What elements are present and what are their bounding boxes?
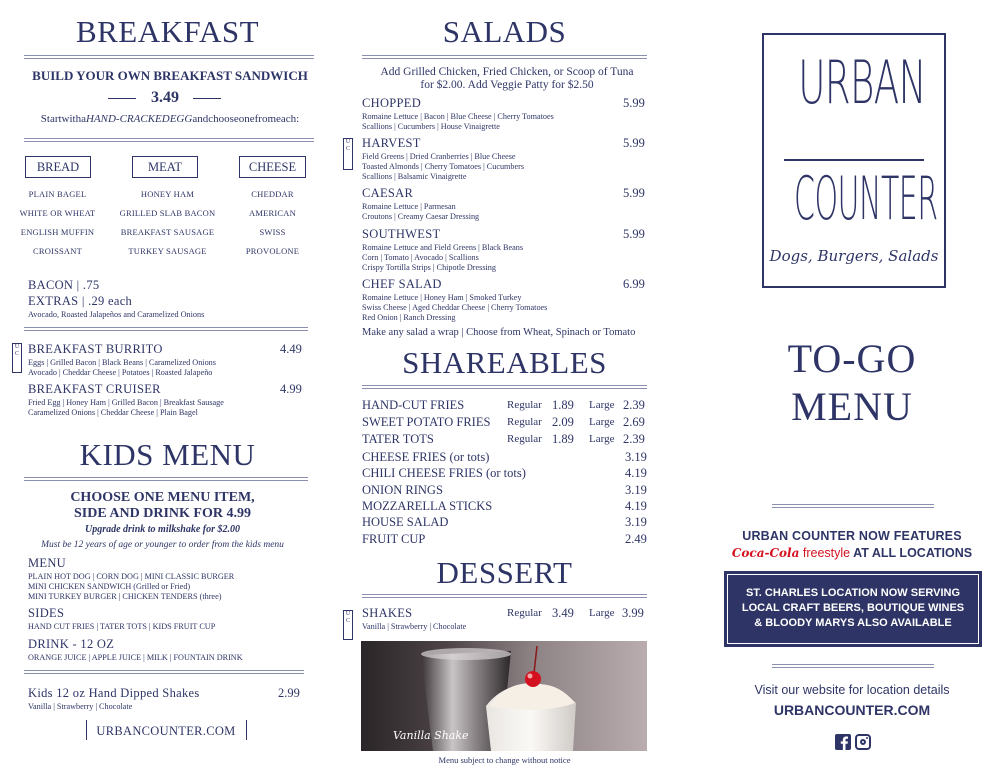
shakes-large-price: 3.99: [622, 606, 644, 620]
cruiser-desc: Fried Egg | Honey Ham | Grilled Bacon | Breakfast Sausage: [28, 398, 224, 407]
kids-choose-line: CHOOSE ONE MENU ITEM,: [70, 490, 255, 505]
kids-shake-price: 2.99: [278, 686, 300, 700]
salad-name: CHEF SALAD: [362, 277, 442, 291]
brand-logo: [762, 33, 946, 288]
large-price: 2.39: [623, 398, 645, 412]
kids-sides: HAND CUT FRIES | TATER TOTS | KIDS FRUIT CUP: [28, 622, 216, 631]
salad-desc: Corn | Tomato | Avocado | Scallions: [362, 253, 479, 262]
banner-text: [724, 586, 982, 631]
regular-label: Regular: [507, 399, 542, 411]
shake-photo: [361, 641, 647, 751]
divider: [24, 477, 308, 481]
shareable-name: FRUIT CUP: [362, 531, 426, 546]
kids-choose: [0, 490, 325, 522]
shareable-name: TATER TOTS: [362, 432, 434, 446]
salad-desc: Romaine Lettuce | Parmesan: [362, 202, 456, 211]
divider: [362, 594, 647, 598]
salad-addon-line: Add Grilled Chicken, Fried Chicken, or Scoop of Tuna: [380, 66, 634, 78]
salad-desc: Red Onion | Ranch Dressing: [362, 313, 456, 322]
regular-price: 2.09: [552, 415, 574, 429]
large-price: 2.69: [623, 415, 645, 429]
shareable-price: 3.19: [625, 482, 647, 497]
burrito-desc: Eggs | Grilled Bacon | Black Beans | Caramelized Onions: [28, 358, 216, 367]
kids-menu-line: PLAIN HOT DOG | CORN DOG | MINI CLASSIC BURGER: [28, 572, 235, 581]
salad-price: 5.99: [623, 227, 645, 241]
dash: [193, 98, 221, 99]
uc-badge-icon: U C: [343, 610, 353, 640]
shareable-item: [362, 499, 652, 514]
extras-note: Avocado, Roasted Jalapeños and Caramelized Onions: [28, 310, 205, 319]
salad-desc: Romaine Lettuce | Bacon | Blue Cheese | Cherry Tomatoes: [362, 112, 554, 121]
shakes-regular-label: Regular: [507, 607, 542, 619]
divider: [24, 55, 314, 59]
salad-desc: Crispy Tortilla Strips | Chipotle Dressing: [362, 263, 496, 272]
meat-label: MEAT: [132, 156, 198, 178]
shareable-item: [362, 515, 652, 530]
logo-rule: [784, 159, 924, 161]
kids-menu-line: MINI TURKEY BURGER | CHICKEN TENDERS (three): [28, 592, 222, 601]
shareable-item: [362, 415, 652, 430]
shakes-regular-price: 3.49: [552, 606, 574, 620]
to-go-line: TO-GO: [787, 336, 917, 381]
regular-price: 1.89: [552, 398, 574, 412]
to-go-line: MENU: [791, 384, 913, 429]
uc-badge-icon: U C: [12, 343, 22, 373]
bread-option: CROISSANT: [32, 246, 83, 256]
visit-note: Visit our website for location details: [754, 683, 950, 697]
regular-price: 1.89: [552, 432, 574, 446]
shakes-large-label: Large: [589, 607, 615, 619]
logo-line2: COUNTER: [794, 164, 938, 234]
instagram-lens: [860, 739, 866, 745]
kids-upgrade: Upgrade drink to milkshake for $2.00: [84, 524, 240, 535]
shareable-name: SWEET POTATO FRIES: [362, 415, 491, 429]
to-go-title: [712, 335, 992, 431]
build-note-post: andchooseonefromeach:: [192, 113, 300, 125]
features-suffix: AT ALL LOCATIONS: [853, 546, 973, 560]
salad-desc: Field Greens | Dried Cranberries | Blue Cheese: [362, 152, 516, 161]
shareables-title: SHAREABLES: [402, 345, 607, 380]
kids-drink: ORANGE JUICE | APPLE JUICE | MILK | FOUNTAIN DRINK: [28, 653, 243, 662]
shareable-price: 3.19: [625, 450, 647, 464]
shareable-name: MOZZARELLA STICKS: [362, 498, 493, 513]
st-charles-banner: [724, 571, 982, 647]
kids-shake-desc: Vanilla | Strawberry | Chocolate: [28, 702, 133, 711]
burrito-desc: Avocado | Cheddar Cheese | Potatoes | Roasted Jalapeño: [28, 368, 213, 377]
salad-name: CAESAR: [362, 186, 414, 200]
shareable-item: [362, 532, 652, 547]
website-link[interactable]: URBANCOUNTER.COM: [773, 702, 931, 718]
banner-line: LOCAL CRAFT BEERS, BOUTIQUE WINES: [741, 602, 965, 614]
salad-desc: Swiss Cheese | Aged Cheddar Cheese | Cherry Tomatoes: [362, 303, 548, 312]
kids-sides-label: SIDES: [28, 606, 65, 620]
banner-line: ST. CHARLES LOCATION NOW SERVING: [745, 587, 961, 599]
features-line2: [712, 546, 992, 560]
build-title: BUILD YOUR OWN BREAKFAST SANDWICH: [32, 68, 308, 83]
meat-option: BREAKFAST SAUSAGE: [120, 227, 215, 237]
shareable-item: [362, 466, 652, 481]
shareable-name: CHILI CHEESE FRIES (or tots): [362, 466, 526, 481]
shareable-name: CHEESE FRIES (or tots): [362, 450, 490, 464]
instagram-dot: [866, 737, 868, 739]
kids-title: KIDS MENU: [79, 437, 256, 472]
shareable-name: ONION RINGS: [362, 482, 443, 497]
shareable-price: 3.19: [625, 515, 647, 530]
shakes-name: SHAKES: [362, 606, 413, 620]
salad-desc: Scallions | Balsamic Vinaigrette: [362, 172, 467, 181]
salads-title: SALADS: [442, 14, 567, 49]
salad-desc: Toasted Almonds | Cherry Tomatoes | Cucumbers: [362, 162, 525, 171]
shareable-item: [362, 398, 652, 413]
burrito-name: BREAKFAST BURRITO: [28, 342, 163, 356]
large-price: 2.39: [623, 432, 645, 446]
build-note: [0, 113, 340, 125]
salad-price: 6.99: [623, 277, 645, 291]
freestyle-logo: freestyle: [802, 546, 851, 560]
divider: [362, 55, 647, 59]
salad-desc: Scallions | Cucumbers | House Vinaigrette: [362, 122, 500, 131]
salad-desc: Romaine Lettuce | Honey Ham | Smoked Turkey: [362, 293, 522, 302]
kids-shake-name: Kids 12 oz Hand Dipped Shakes: [28, 686, 200, 700]
facebook-icon[interactable]: [835, 734, 851, 750]
salad-name: HARVEST: [362, 136, 421, 150]
divider: [362, 385, 647, 389]
instagram-icon[interactable]: [855, 734, 871, 750]
cruiser-price: 4.99: [280, 382, 302, 396]
features-line1: URBAN COUNTER NOW FEATURES: [742, 529, 962, 543]
kids-menu-label: MENU: [28, 556, 67, 570]
salad-name: SOUTHWEST: [362, 227, 441, 241]
breakfast-title: BREAKFAST: [75, 14, 260, 49]
salad-price: 5.99: [623, 136, 645, 150]
salad-addon-line: for $2.00. Add Veggie Patty for $2.50: [420, 79, 594, 91]
divider: [24, 327, 308, 331]
meat-option: HONEY HAM: [140, 189, 195, 199]
logo-tagline: Dogs, Burgers, Salads: [769, 247, 939, 265]
shareable-item: [362, 432, 652, 447]
build-note-em: HAND-CRACKEDEGG: [85, 113, 193, 125]
divider: [24, 138, 314, 142]
bacon-addon: BACON | .75: [28, 278, 100, 292]
build-note-pre: Startwitha: [40, 113, 86, 125]
shareable-price: 4.19: [625, 466, 647, 481]
dash: [108, 98, 136, 99]
divider: [772, 664, 934, 668]
bread-option: WHITE OR WHEAT: [19, 208, 96, 218]
shareable-price: 2.49: [625, 531, 647, 546]
cheese-option: PROVOLONE: [245, 246, 300, 256]
extras-addon: EXTRAS | .29 each: [28, 294, 133, 308]
bread-label: BREAD: [25, 156, 91, 178]
menu-notice: Menu subject to change without notice: [438, 755, 571, 765]
salad-addon: [352, 66, 662, 92]
meat-option: GRILLED SLAB BACON: [119, 208, 216, 218]
kids-age-note: Must be 12 years of age or younger to order from the kids menu: [41, 540, 284, 550]
cheese-label: CHEESE: [239, 156, 306, 178]
banner-line: & BLOODY MARYS ALSO AVAILABLE: [754, 617, 952, 629]
shareable-name: HOUSE SALAD: [362, 515, 449, 530]
bread-option: ENGLISH MUFFIN: [20, 227, 95, 237]
salad-price: 5.99: [623, 96, 645, 110]
shareable-price: 4.19: [625, 498, 647, 513]
meat-option: TURKEY SAUSAGE: [128, 246, 207, 256]
kids-website-link[interactable]: URBANCOUNTER.COM: [96, 724, 236, 738]
photo-caption: Vanilla Shake: [393, 729, 469, 742]
logo-line1: URBAN: [798, 48, 926, 118]
regular-label: Regular: [507, 416, 542, 428]
coca-cola-logo-icon: Coca-Cola: [731, 546, 800, 560]
build-price: 3.49: [151, 89, 179, 106]
bread-option: PLAIN BAGEL: [28, 189, 87, 199]
kids-menu-line: MINI CHICKEN SANDWICH (Grilled or Fried): [28, 582, 191, 591]
burrito-price: 4.49: [280, 342, 302, 356]
shakes-desc: Vanilla | Strawberry | Chocolate: [362, 622, 467, 631]
divider: [24, 670, 304, 674]
cruiser-name: BREAKFAST CRUISER: [28, 382, 161, 396]
cheese-option: CHEDDAR: [251, 189, 294, 199]
uc-badge-icon: U C: [343, 138, 353, 170]
large-label: Large: [589, 433, 615, 445]
salad-price: 5.99: [623, 186, 645, 200]
shareable-item: [362, 450, 652, 465]
salad-wrap-note: Make any salad a wrap | Choose from Wheat, Spinach or Tomato: [362, 327, 636, 338]
large-label: Large: [589, 399, 615, 411]
kids-drink-label: DRINK - 12 OZ: [28, 637, 115, 651]
salad-desc: Romaine Lettuce and Field Greens | Black Beans: [362, 243, 524, 252]
bar: [246, 720, 247, 740]
cheese-option: AMERICAN: [249, 208, 296, 218]
salad-name: CHOPPED: [362, 96, 422, 110]
large-label: Large: [589, 416, 615, 428]
regular-label: Regular: [507, 433, 542, 445]
shareable-item: [362, 483, 652, 498]
salad-desc: Croutons | Creamy Caesar Dressing: [362, 212, 480, 221]
cheese-option: SWISS: [259, 227, 286, 237]
divider: [772, 504, 934, 508]
shareable-name: HAND-CUT FRIES: [362, 398, 465, 412]
kids-choose-line: SIDE AND DRINK FOR 4.99: [74, 506, 251, 521]
dessert-title: DESSERT: [436, 555, 573, 590]
cruiser-desc: Caramelized Onions | Cheddar Cheese | Plain Bagel: [28, 408, 198, 417]
